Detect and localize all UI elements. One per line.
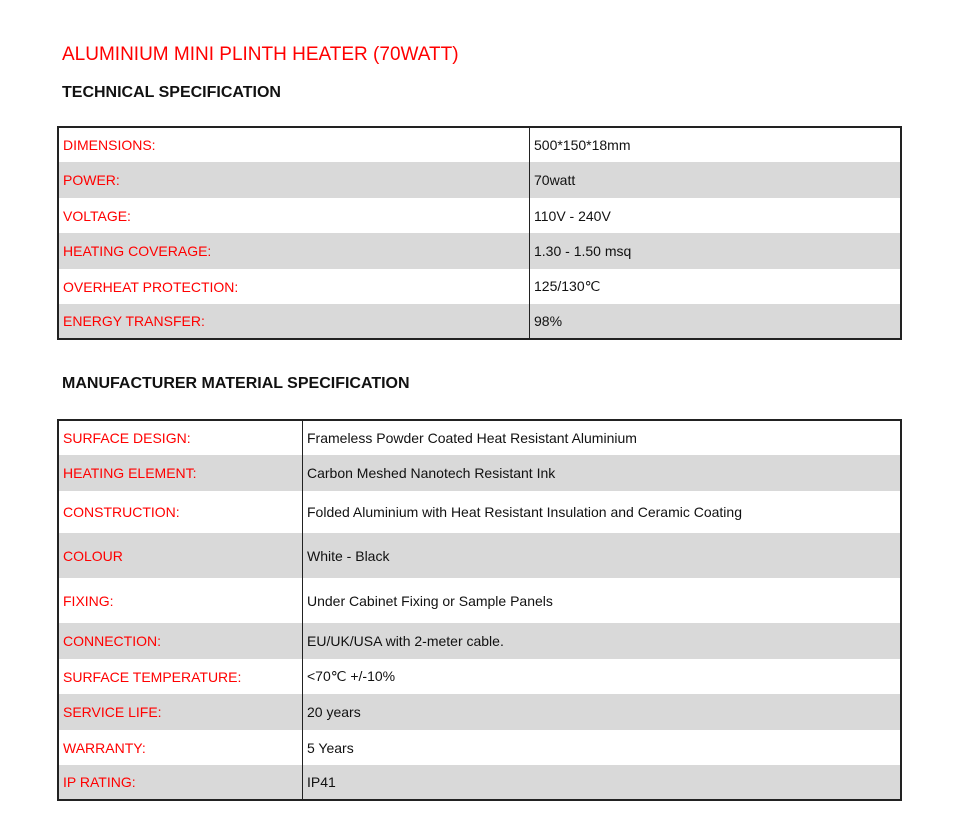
spec-value: Frameless Powder Coated Heat Resistant Aluminium [307,430,637,446]
spec-label: HEATING COVERAGE: [58,233,530,269]
spec-label: CONSTRUCTION: [58,491,303,533]
spec-label: SURFACE TEMPERATURE: [58,659,303,694]
spec-row [58,127,901,162]
spec-value: Under Cabinet Fixing or Sample Panels [307,592,553,609]
spec-row [58,491,901,533]
technical-spec-table [57,126,902,340]
spec-value: 125/130℃ [534,278,601,294]
spec-label: WARRANTY: [58,730,303,765]
spec-value: White - Black [303,533,902,578]
spec-label: OVERHEAT PROTECTION: [58,269,530,304]
spec-label: POWER: [58,162,530,198]
spec-value: 20 years [303,694,902,730]
material-spec-table [57,419,902,801]
spec-label: FIXING: [58,578,303,623]
spec-row [58,233,901,269]
spec-label: DIMENSIONS: [58,127,530,162]
spec-row [58,304,901,339]
spec-row [58,455,901,491]
spec-label: COLOUR [58,533,303,578]
spec-value: Carbon Meshed Nanotech Resistant Ink [303,455,902,491]
spec-label: SERVICE LIFE: [58,694,303,730]
spec-row [58,162,901,198]
spec-value: <70℃ +/-10% [307,668,396,684]
spec-label: CONNECTION: [58,623,303,659]
technical-spec-heading: TECHNICAL SPECIFICATION [62,84,281,101]
spec-label: VOLTAGE: [58,198,530,233]
spec-label: HEATING ELEMENT: [58,455,303,491]
spec-row [58,269,901,304]
spec-row [58,533,901,578]
spec-value: 98% [530,304,902,339]
material-spec-heading: MANUFACTURER MATERIAL SPECIFICATION [62,375,410,392]
spec-label: IP RATING: [58,765,303,800]
spec-row [58,765,901,800]
spec-value: EU/UK/USA with 2-meter cable. [303,623,902,659]
spec-value: 70watt [530,162,902,198]
spec-row [58,420,901,455]
spec-row [58,198,901,233]
spec-row [58,578,901,623]
spec-value: Folded Aluminium with Heat Resistant Insulation and Ceramic Coating [307,504,742,520]
spec-value: 1.30 - 1.50 msq [530,233,902,269]
spec-label: ENERGY TRANSFER: [58,304,530,339]
spec-label: SURFACE DESIGN: [58,420,303,455]
spec-value: IP41 [303,765,902,800]
spec-value: 110V - 240V [534,207,611,224]
spec-row [58,694,901,730]
spec-row [58,730,901,765]
spec-value: 5 Years [307,739,354,756]
spec-row [58,659,901,694]
spec-value: 500*150*18mm [534,137,631,153]
spec-row [58,623,901,659]
page-title: ALUMINIUM MINI PLINTH HEATER (70WATT) [62,44,459,65]
